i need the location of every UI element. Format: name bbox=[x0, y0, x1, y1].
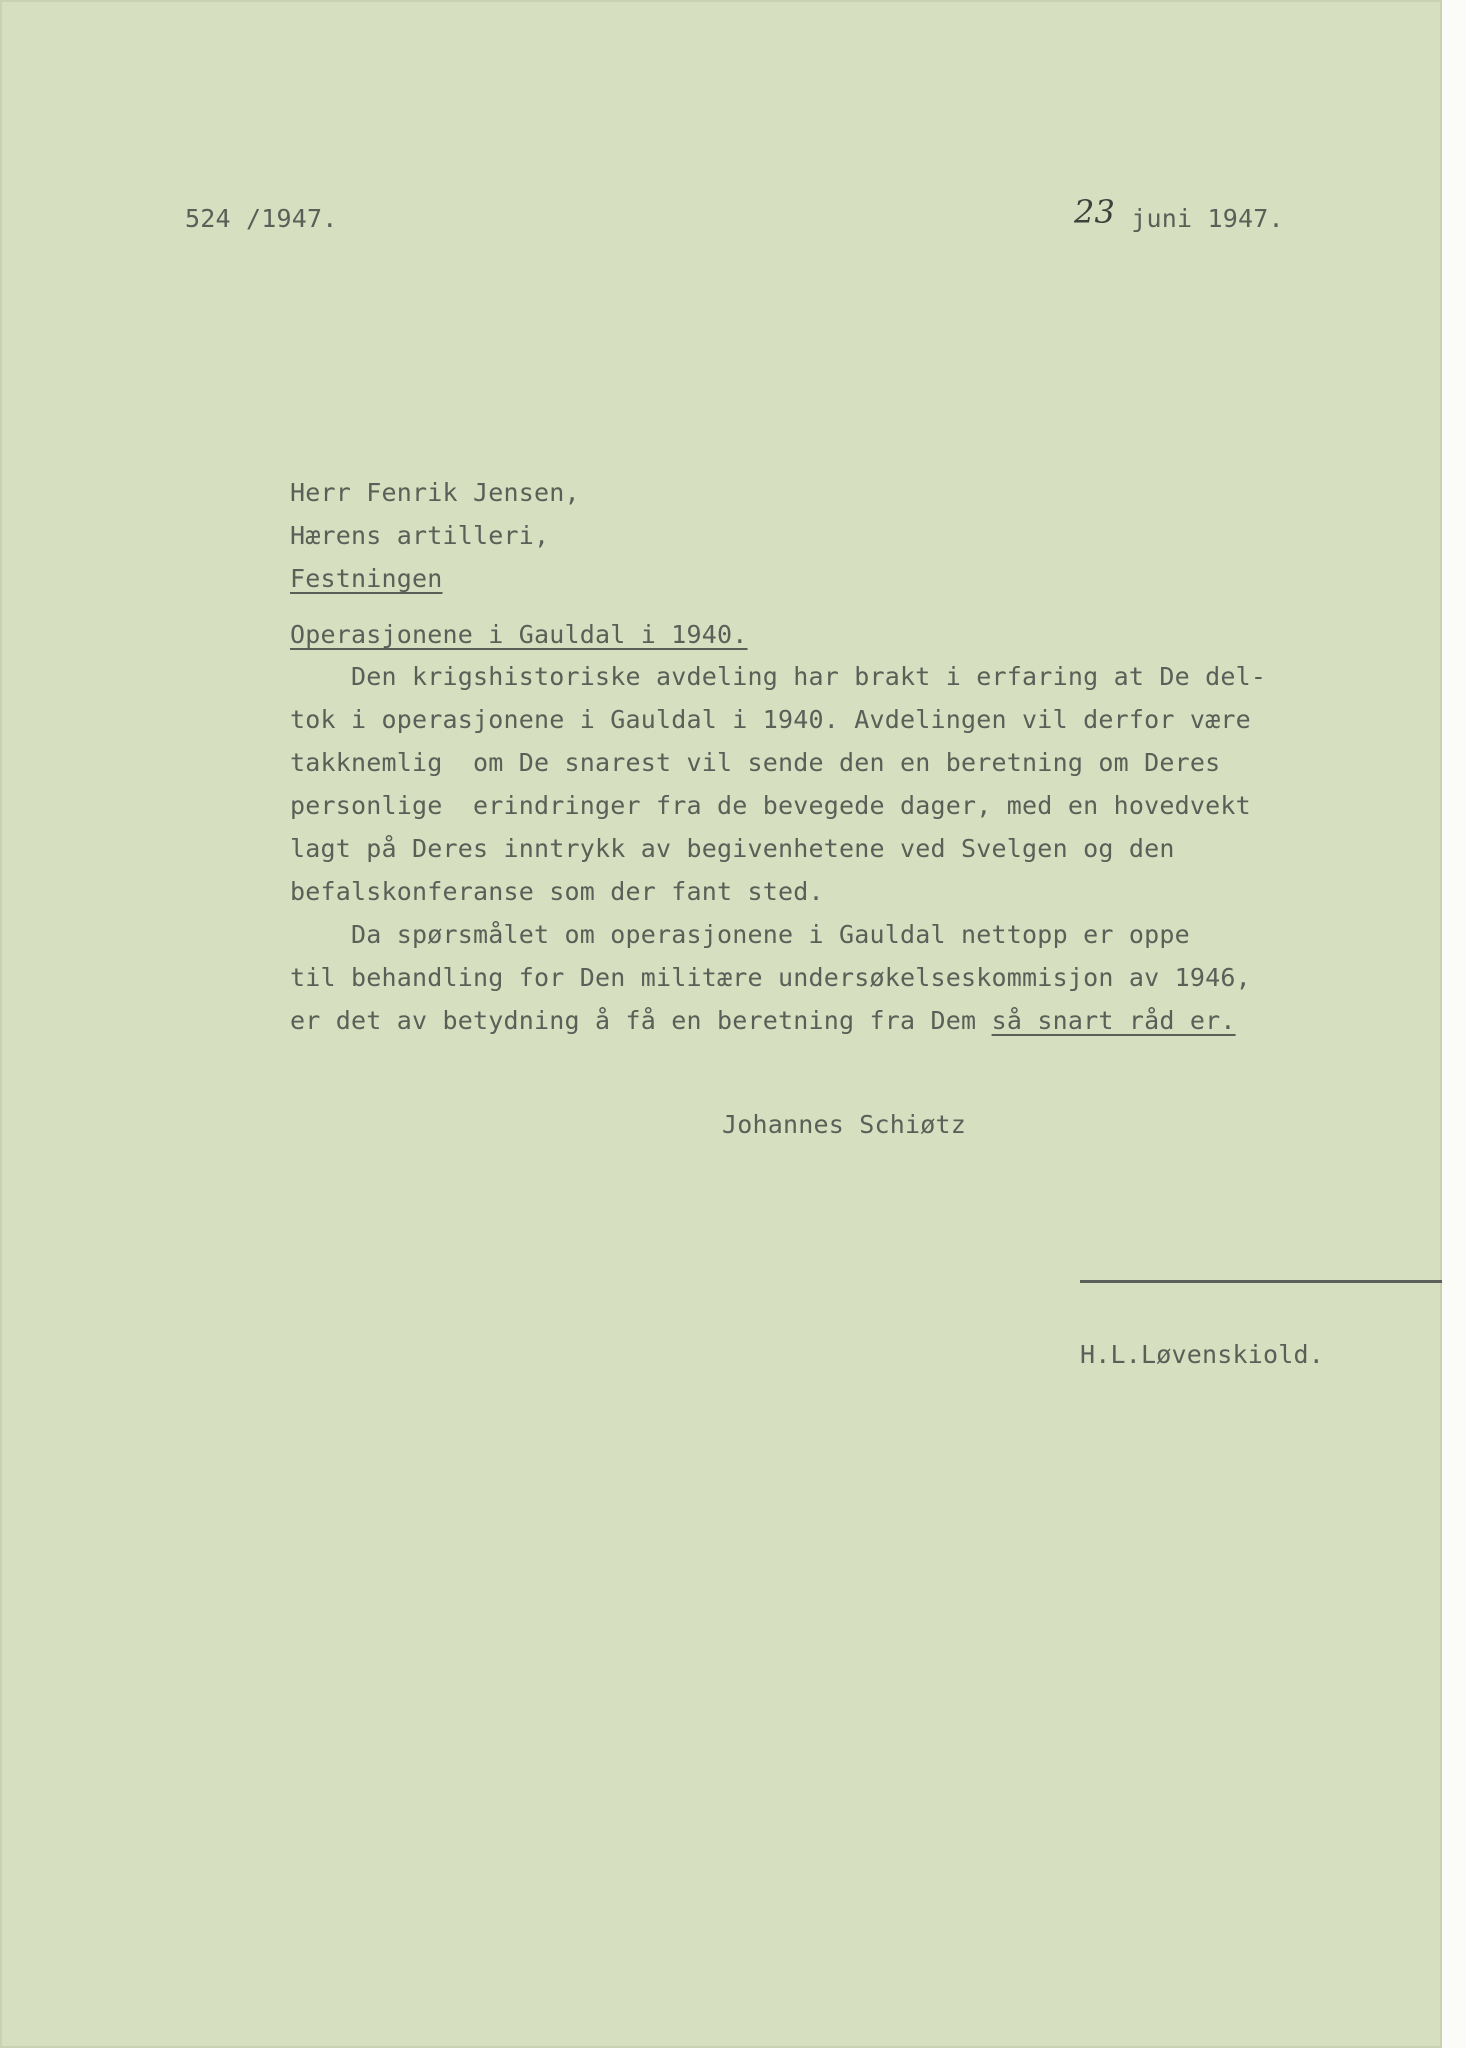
reference-number: 524 /1947. bbox=[185, 204, 338, 233]
body-line: befalskonferanse som der fant sted. bbox=[290, 877, 824, 906]
underlined-phrase: så snart råd er. bbox=[991, 1006, 1236, 1035]
letter-date: juni 1947. bbox=[1116, 204, 1284, 233]
body-line-text: er det av betydning å få en beretning fra Dem bbox=[290, 1006, 992, 1035]
body-line-last bbox=[290, 1008, 1236, 1033]
signature-second: H.L.Løvenskiold. bbox=[1080, 1340, 1325, 1369]
signature-first: Johannes Schiøtz bbox=[722, 1110, 967, 1139]
body-line: lagt på Deres inntrykk av begivenhetene ved Svelgen og den bbox=[290, 834, 1175, 863]
body-line: Den krigshistoriske avdeling har brakt i erfaring at De del- bbox=[290, 662, 1267, 691]
recipient-name: Herr Fenrik Jensen, bbox=[290, 478, 580, 507]
body-line: takknemlig om De snarest vil sende den en beretning om Deres bbox=[290, 748, 1221, 777]
recipient-unit: Hærens artilleri, bbox=[290, 521, 550, 550]
letter-subject: Operasjonene i Gauldal i 1940. bbox=[290, 620, 748, 649]
body-line: Da spørsmålet om operasjonene i Gauldal nettopp er oppe bbox=[290, 920, 1190, 949]
body-line: personlige erindringer fra de bevegede dager, med en hovedvekt bbox=[290, 791, 1251, 820]
signature-line bbox=[1080, 1280, 1442, 1283]
page-edge bbox=[1442, 0, 1466, 2048]
date-day-handwritten: 23 bbox=[1074, 193, 1116, 231]
body-line: til behandling for Den militære undersøkelseskommisjon av 1946, bbox=[290, 963, 1251, 992]
body-line: tok i operasjonene i Gauldal i 1940. Avdelingen vil derfor være bbox=[290, 705, 1251, 734]
recipient-location: Festningen bbox=[290, 564, 443, 593]
